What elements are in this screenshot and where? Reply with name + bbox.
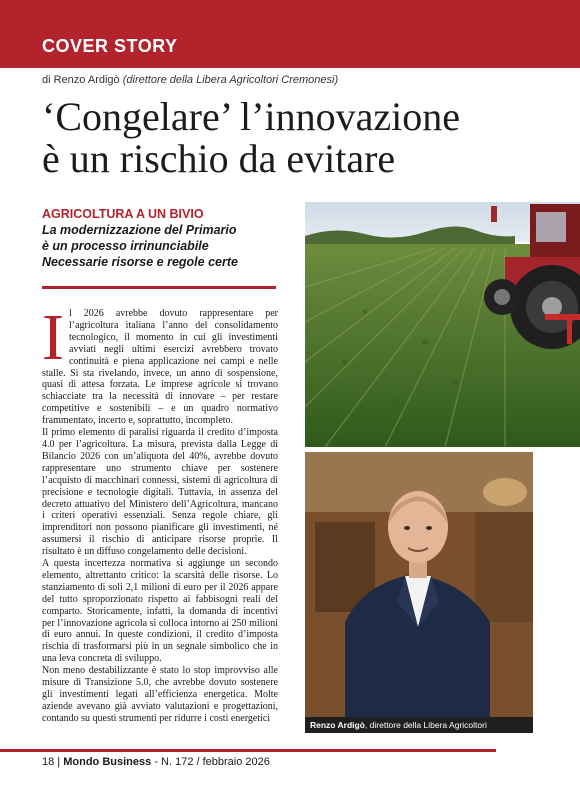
- page-number: 18: [42, 756, 55, 768]
- section-banner: [0, 0, 580, 68]
- body-paragraph-3: A questa incertezza normativa si aggiunge un secondo elemento, altrettanto critico: la scarsità delle risorse. Lo stanziamento di soli 2,1 milioni di euro per il 2026 appare del tutto sproporzionato rispetto ai fabbisogni reali del comparto. Storicamente, infatti, la domanda di incentivi per l’innovazione agricola si colloca intorno ai 250 milioni di euro annui. In queste condizioni, il credito d’imposta rischia di trasformarsi più in un segnale simbolico che in una leva concreta di sviluppo.: [42, 558, 278, 665]
- byline: [42, 74, 338, 86]
- kicker: AGRICOLTURA A UN BIVIO: [42, 207, 204, 221]
- deck: [42, 222, 292, 270]
- publication-name: Mondo Business: [63, 756, 152, 768]
- section-label: COVER STORY: [42, 36, 178, 56]
- paragraph-1-text: l 2026 avrebbe dovuto rappresentare per l’agricoltura italiana l’anno del consolidamento tecnologico, il momento in cui gli investimenti avviati negli ultimi esercizi avrebbero trovato continuità e piena applicazione nei campi e nelle stalle. Si sta rivelando, invece, un anno di sospensione, quasi di attesa forzata. Le imprese agricole si trovano schiacciate tra la necessità di innovare – per restare competitive e sostenibili – e un quadro normativo frammentato, incerto e, soprattutto, incompleto.: [42, 308, 278, 427]
- portrait-illustration: [305, 452, 533, 717]
- headline: [42, 96, 562, 180]
- body-paragraph-2: Il primo elemento di paralisi riguarda il credito d’imposta 4.0 per l’agricoltura. La misura, prevista dalla Legge di Bilancio 2026 con un’aliquota del 40%, avrebbe dovuto rappresentare uno strumento chiave per sostenere l’acquisto di macchinari connessi, sistemi di agricoltura di precisione e tecnologie digitali. Tuttavia, in assenza del decreto attuativo del Ministero dell’Agricoltura, mancano i criteri operativi essenziali. Senza regole chiare, gli imprenditori non possono pianificare gli investimenti, né assumersi il rischio di anticipare risorse proprie. Il risultato è un diffuso congelamento delle decisioni.: [42, 427, 278, 558]
- caption-text: , direttore della Libera Agricoltori: [364, 720, 487, 730]
- deck-line-3: Necessarie risorse e regole certe: [42, 255, 238, 269]
- page-footer: 18 | Mondo Business - N. 172 / febbraio 2026: [42, 756, 270, 768]
- author-name: di Renzo Ardigò: [42, 74, 120, 86]
- body-paragraph-1: [42, 301, 278, 427]
- photo-caption: [305, 717, 533, 733]
- deck-divider: [42, 286, 276, 289]
- deck-line-1: La modernizzazione del Primario: [42, 223, 237, 237]
- body-paragraph-4: Non meno destabilizzante è stato lo stop improvviso alle misure di Transizione 5.0, che avrebbe dovuto sostenere gli investimenti legati all’efficienza energetica. Molte aziende avevano già avviato valutazioni e progettazioni, contando su questi strumenti per ridurre i costi energetici: [42, 665, 278, 724]
- author-portrait-photo: [305, 452, 533, 717]
- issue-info: - N. 172 / febbraio 2026: [154, 756, 270, 768]
- drop-cap: I: [42, 301, 64, 374]
- field-tractor-photo: [305, 202, 580, 447]
- footer-divider: [0, 749, 496, 752]
- author-role: (direttore della Libera Agricoltori Cremonesi): [122, 74, 339, 86]
- caption-name: Renzo Ardigò: [310, 720, 365, 730]
- headline-line-1: ‘Congelare’ l’innovazione: [42, 94, 460, 139]
- field-tractor-illustration: [305, 202, 580, 447]
- article-body: [42, 301, 278, 725]
- deck-line-2: è un processo irrinunciabile: [42, 239, 209, 253]
- headline-line-2: è un rischio da evitare: [42, 136, 396, 181]
